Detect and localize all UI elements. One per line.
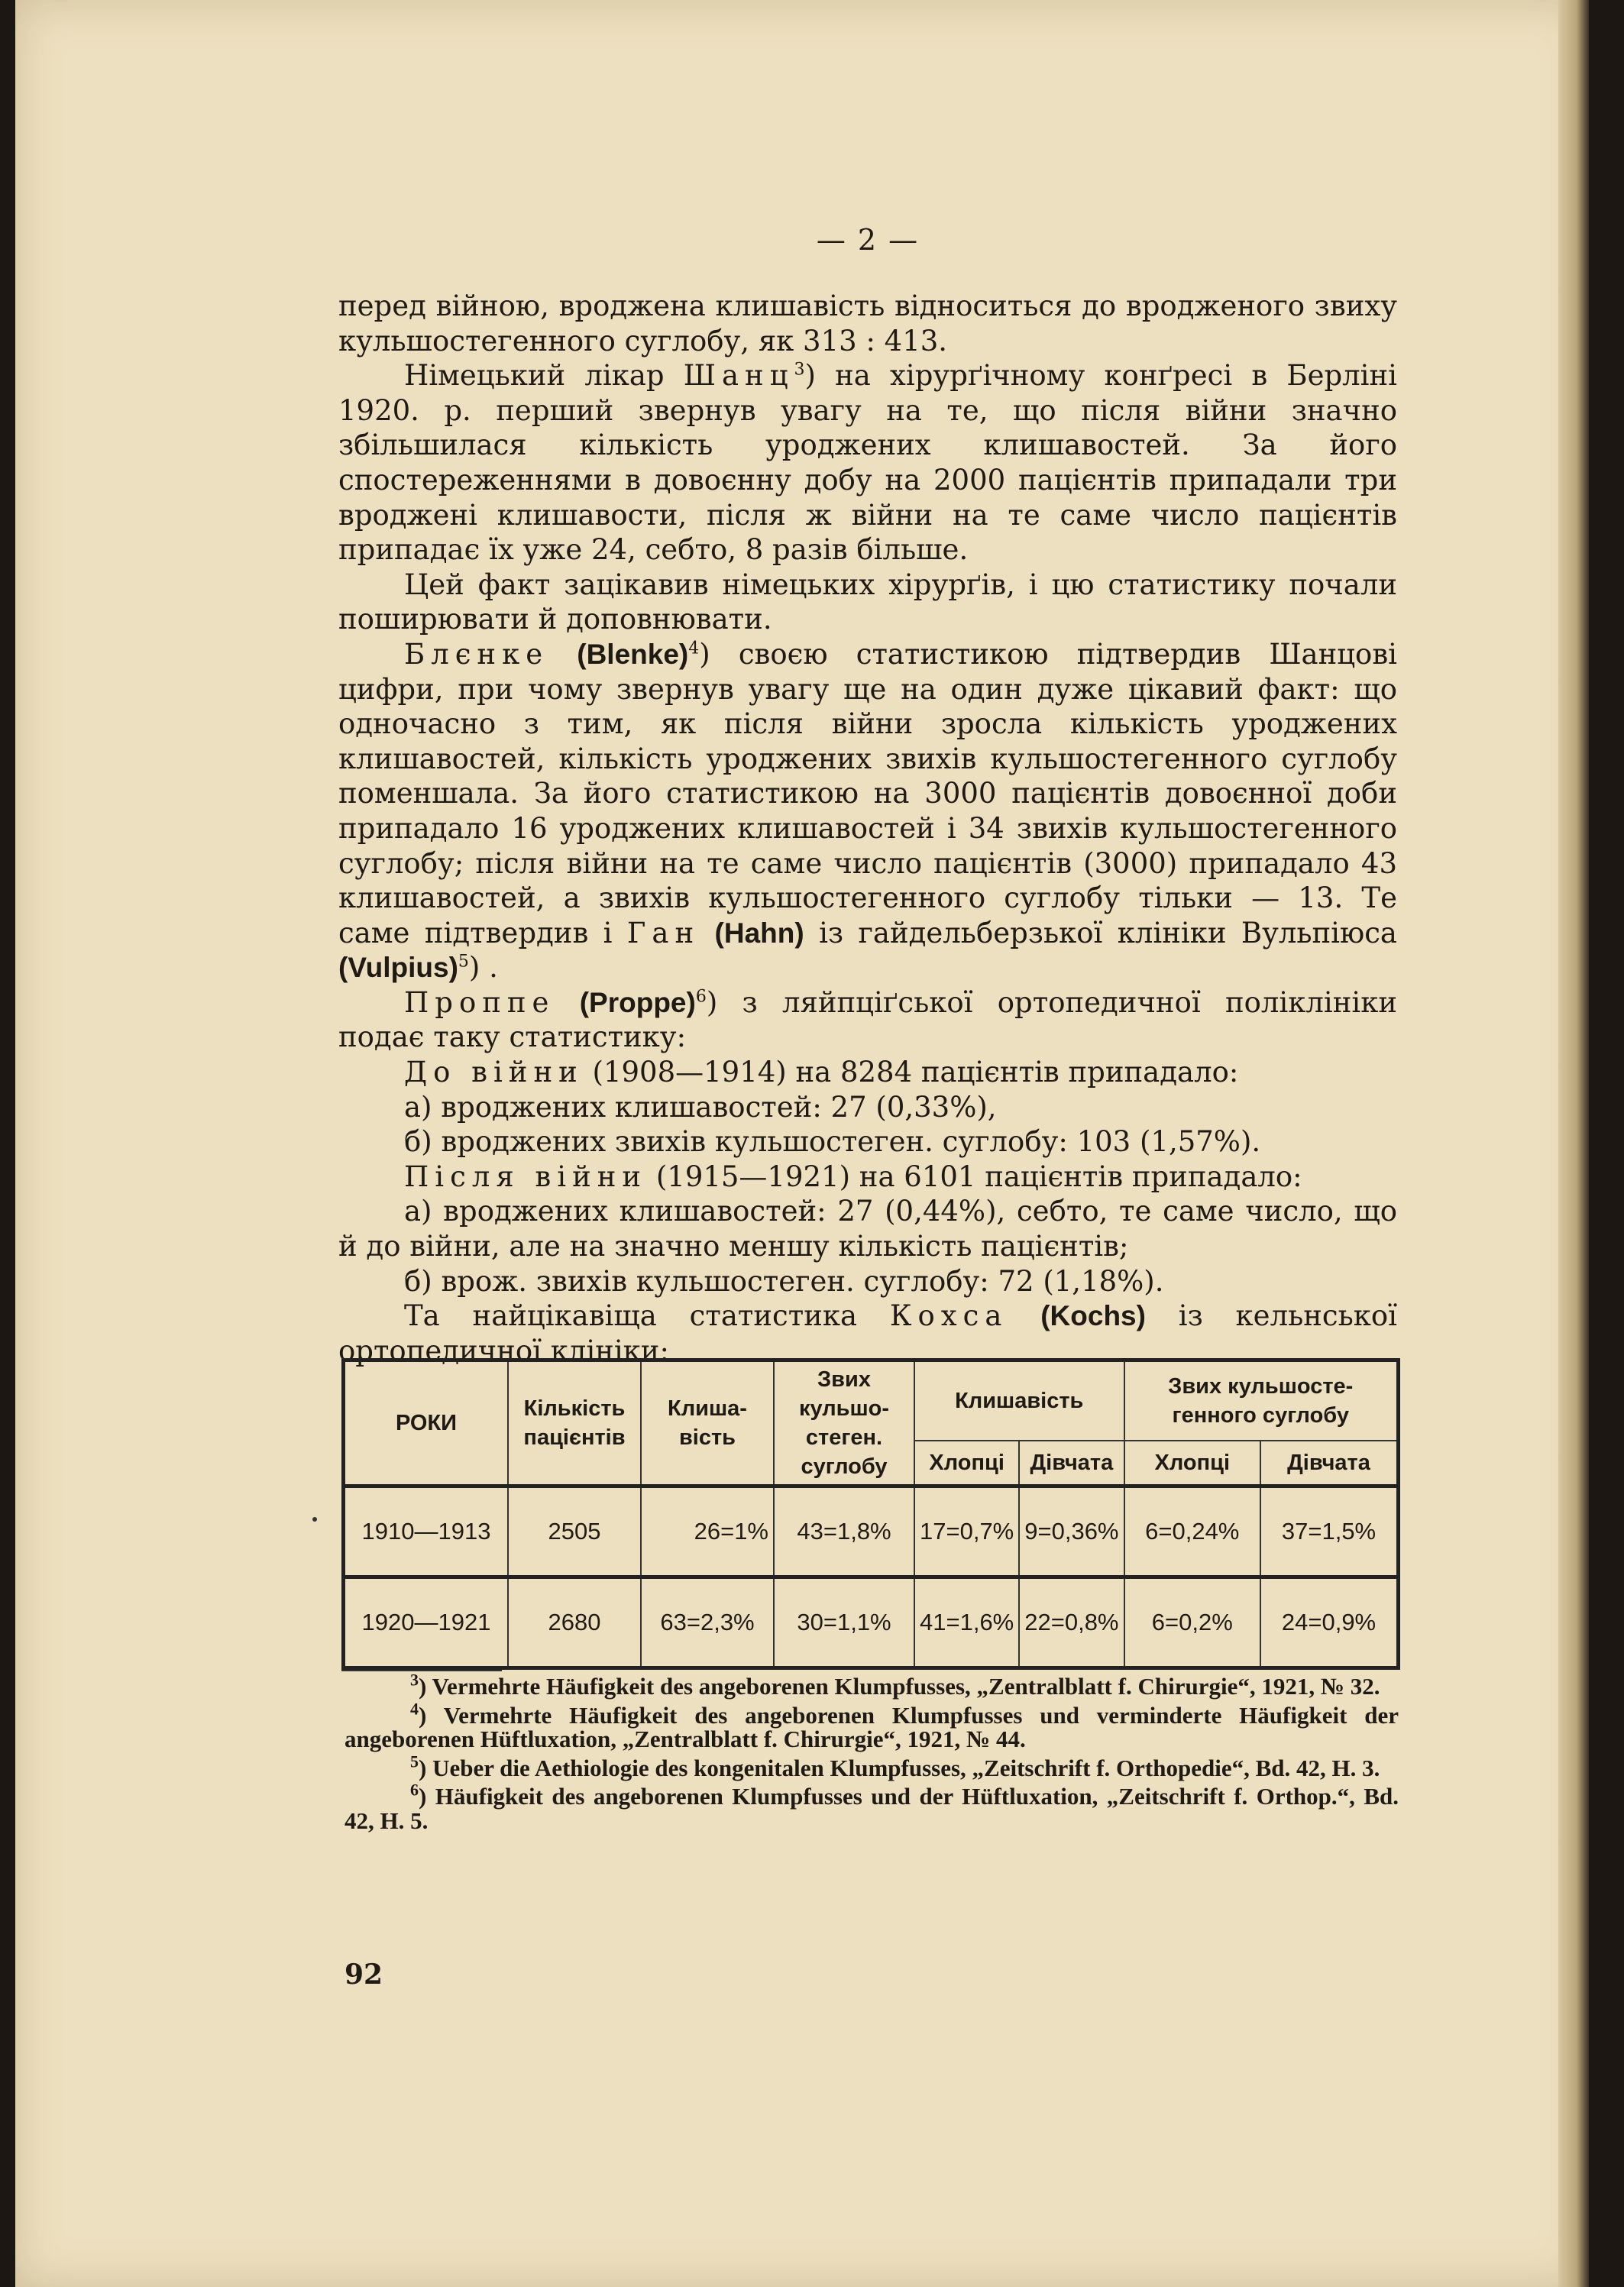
cell-dl-boys: 6=0,2% — [1124, 1577, 1261, 1668]
paragraph-6: Та найцікавіща статистика Кохса (Kochs) із кельнської ортопедичної клініки: — [338, 1299, 1397, 1367]
table-row — [344, 1486, 1399, 1577]
footnote-5: $^5$) Ueber die Aethiologie des kongenitalen Klumpfusses, „Zeitschrift f. Orthopedie“, Bd. 42, H. 3. — [410, 1752, 1380, 1781]
cell-cf-girls: 22=0,8% — [1019, 1577, 1124, 1668]
footnote-ref-6: 6 — [695, 987, 707, 1007]
footnote-ref-3: 3 — [794, 360, 805, 380]
footnote-3: $^3$) Vermehrte Häufigkeit des angeborenen Klumpfusses, „Zentralblatt f. Chirurgie“, 1921, № 32. — [410, 1670, 1380, 1700]
header-years: РОКИ — [344, 1360, 509, 1486]
cell-patients: 2505 — [508, 1486, 641, 1577]
footnotes — [345, 1670, 1399, 1837]
page-edge — [1558, 0, 1589, 2287]
paragraph-5: Проппе (Proppe)$^6$) з ляйпціґської ортопедичної поліклініки подає таку статистику: — [338, 985, 1397, 1054]
post-war-item-a: а) вроджених клишавостей: 27 (0,44%), себто, те саме число, що й до війни, але на значно меншу кількість пацієнтів; — [338, 1195, 1397, 1263]
footnote-rule — [341, 1670, 502, 1671]
cell-dl-girls: 37=1,5% — [1260, 1486, 1398, 1577]
table-row — [344, 1577, 1399, 1668]
footnote-ref-5: 5 — [458, 952, 469, 972]
cell-cf-boys: 41=1,6% — [914, 1577, 1019, 1668]
header-clubfoot-group: Клишавість — [914, 1360, 1124, 1441]
body-text — [338, 289, 1397, 1368]
footnote-4: $^4$) Vermehrte Häufigkeit des angeborenen Klumpfusses und verminderte Häufigkeit der angeborenen Hüftluxation, „Zentralblatt f. Chirurgie“, 1921, № 44. — [345, 1699, 1399, 1752]
cell-clubfoot: 63=2,3% — [641, 1577, 774, 1668]
author-blenke: Блєнке — [404, 637, 549, 671]
paragraph-3: Цей факт зацікавив німецьких хірурґів, і цю статистику почали поширювати й доповнювати. — [338, 568, 1397, 636]
author-proppe: Проппе — [404, 985, 555, 1019]
pre-war-item-b: б) вроджених звихів кульшостеген. суглобу: 103 (1,57%). — [404, 1125, 1261, 1159]
statistics-table — [341, 1358, 1400, 1670]
cell-dislocation: 43=1,8% — [774, 1486, 914, 1577]
header-girls-2: Дівчата — [1260, 1441, 1398, 1486]
post-war-heading: Після війни (1915—1921) на 6101 пацієнтів припадало: — [404, 1160, 1302, 1193]
header-dislocation-group: Звих кульшосте-генного суглобу — [1124, 1360, 1399, 1441]
header-girls: Дівчата — [1019, 1441, 1124, 1486]
cell-patients: 2680 — [508, 1577, 641, 1668]
cell-cf-girls: 9=0,36% — [1019, 1486, 1124, 1577]
header-patients: Кількість пацієнтів — [508, 1360, 641, 1486]
header-boys: Хлопці — [914, 1441, 1019, 1486]
author-kochs: Кохса — [889, 1299, 1008, 1333]
header-clubfoot: Клиша-вість — [641, 1360, 774, 1486]
cell-dislocation: 30=1,1% — [774, 1577, 914, 1668]
paragraph-2: Німецький лікар Шанц$^3$) на хірурґічному конґресі в Берліні 1920. р. перший звернув увагу на те, що після війни значно збільшилася кількість уроджених клишавостей. За його спостереженнями в довоєнну добу на 2000 пацієнтів припадали три вроджені клишавости, після ж війни на те саме число пацієнтів припадає їх уже 24, себто, 8 разів більше. — [338, 359, 1398, 567]
paragraph-4: Блєнке (Blenke)$^4$) своєю статистикою підтвердив Шанцові цифри, при чому звернув увагу ще на один дуже цікавий факт: що одночасно з тим, як після війни зросла кількість уроджених клишавостей, кількість уроджених звихів кульшостегенного суглобу поменшала. За його статистикою на 3000 пацієнтів довоєнної доби припадало 16 уроджених клишавостей і 34 звихів кульшостегенного суглобу; після війни на те саме число пацієнтів (3000) припадало 43 клишавостей, а звихів кульшостегенного суглобу тільки — 13. Те саме підтвердив і Ган (Hahn) із гайдельберзької клініки Вульпіюса (Vulpius)$^5$) . — [338, 637, 1397, 985]
pre-war-heading: До війни (1908—1914) на 8284 пацієнтів припадало: — [404, 1056, 1239, 1089]
paragraph-1: перед війною, вроджена клишавість відноситься до вродженого звиху кульшостегенного суглобу, як 313 : 413. — [338, 290, 1397, 357]
header-dislocation: Звих кульшо-стеген. суглобу — [774, 1360, 914, 1486]
page-marker: — 2 — — [816, 223, 920, 257]
cell-years: 1910—1913 — [344, 1486, 509, 1577]
cell-dl-girls: 24=0,9% — [1260, 1577, 1398, 1668]
author-shanz: Шанц — [683, 359, 794, 393]
cell-dl-boys: 6=0,24% — [1124, 1486, 1261, 1577]
cell-cf-boys: 17=0,7% — [914, 1486, 1019, 1577]
cell-clubfoot: 26=1% — [641, 1486, 774, 1577]
margin-dot — [312, 1517, 317, 1522]
pre-war-item-a: а) вроджених клишавостей: 27 (0,33%), — [404, 1090, 997, 1124]
author-hahn: Ган — [626, 916, 700, 949]
header-boys-2: Хлопці — [1124, 1441, 1261, 1486]
post-war-item-b: б) врож. звихів кульшостеген. суглобу: 72 (1,18%). — [404, 1264, 1164, 1298]
footnote-ref-4: 4 — [688, 639, 700, 658]
cell-years: 1920—1921 — [344, 1577, 509, 1668]
page-number: 92 — [345, 1959, 383, 1991]
footnote-6: $^6$) Häufigkeit des angeborenen Klumpfusses und der Hüftluxation, „Zeitschrift f. Orthop.“, Bd. 42, H. 5. — [345, 1780, 1399, 1834]
